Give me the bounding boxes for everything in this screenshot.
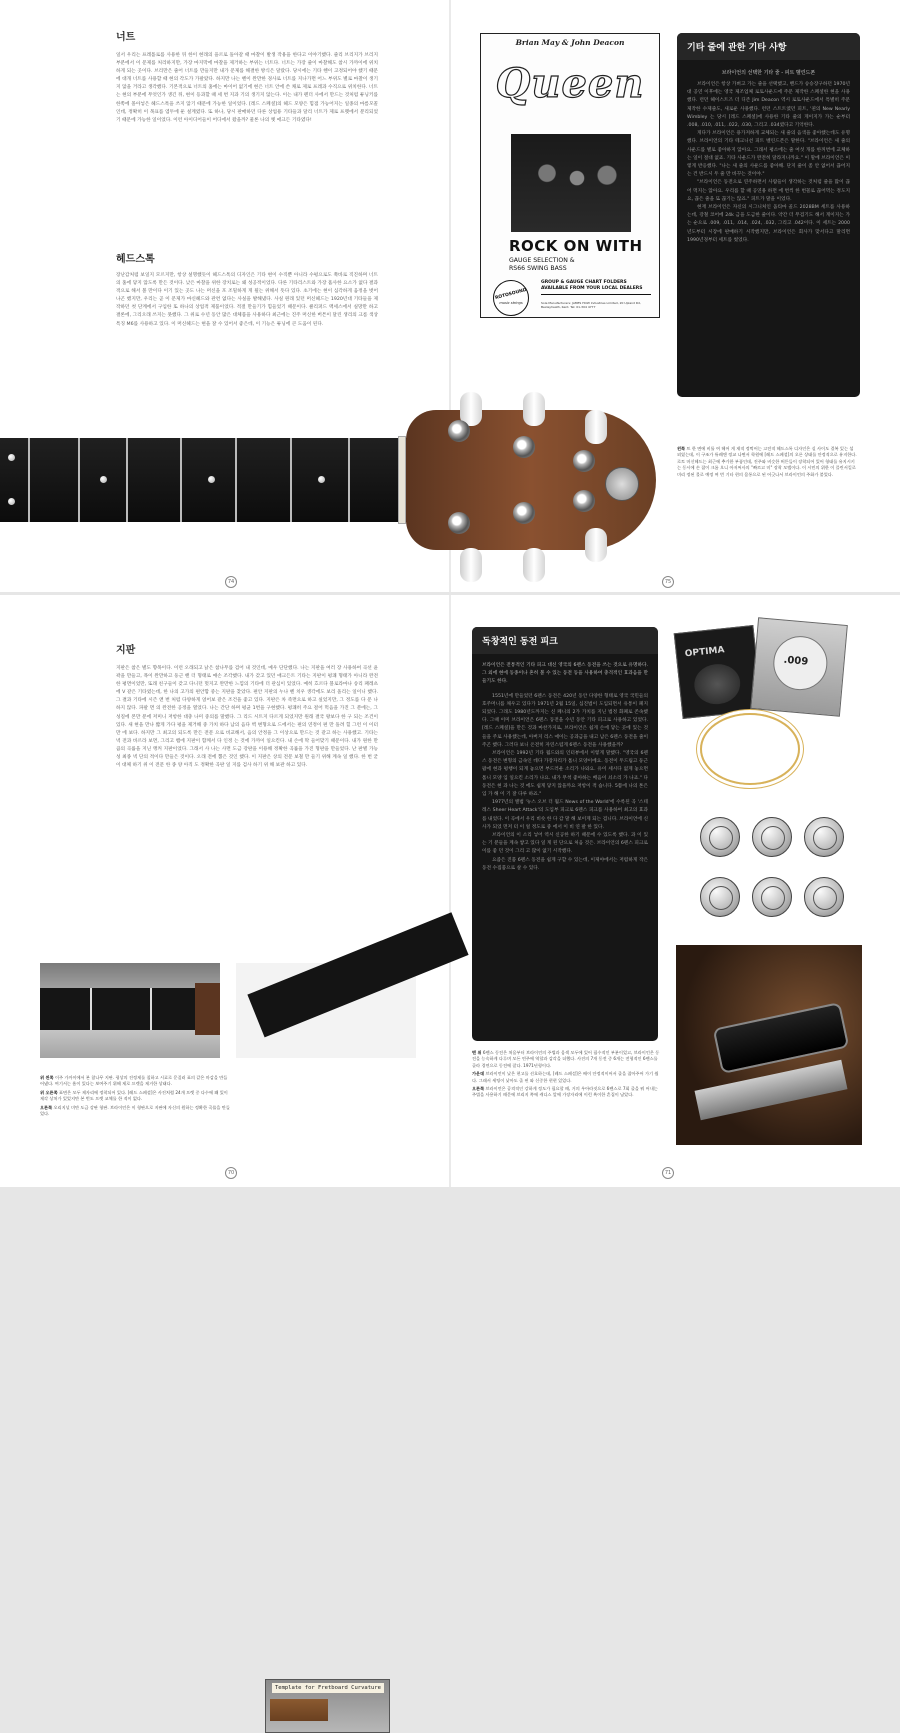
ad-gauge-line2: RS66 SWING BASS — [509, 265, 567, 272]
gold-string-coil — [700, 713, 800, 785]
guitar-strings-sidebar — [677, 33, 860, 397]
headstock-title: 헤드스톡 — [116, 254, 155, 265]
tuner-button — [523, 548, 545, 582]
artist-portrait — [692, 662, 742, 707]
sixpence-coin — [700, 817, 740, 857]
coin-captions — [472, 1050, 662, 1099]
caption — [40, 1075, 230, 1088]
fret-marker — [8, 498, 15, 505]
pick-paragraph: 요즘은 진품 6펜스 동전을 쉽게 구할 수 있는데, 이제야에서는 저렴하게 작은 동전 수집품으로 살 수 있다. — [482, 857, 648, 871]
coin-pick-box — [472, 627, 658, 1041]
caption — [472, 1071, 662, 1084]
tuner-button — [585, 528, 607, 562]
sixpence-coin — [605, 467, 639, 501]
tuner-peg — [448, 420, 470, 442]
caption-text: 브라이언은 공격적인 강하게 정도가 필요할 때, 거의 우아라짓으로 6펜스로 7회 줄을 뭐 어내는 주법을 사용하기 때문에 브리지 쪽에 캐디스 앞에 가장자리에 이런 흑이한 흔집이 남았다. — [472, 1086, 658, 1098]
spread-bottom — [0, 595, 900, 1691]
ad-group-text: GROUP & GAUGE CHART FOLDERS AVAILABLE FROM YOUR LOCAL DEALERS — [541, 280, 651, 295]
sidebar-header: 기타 줄에 관한 기타 사항 — [677, 33, 860, 60]
optima-brand: OPTIMA — [684, 645, 725, 660]
tuner-peg — [573, 450, 595, 472]
tuner-button — [585, 410, 607, 444]
tuner-button — [523, 392, 545, 426]
fingerboard-body: 지판은 참은 별도 향목이다. 이런 오래되고 낡은 참나무를 검어 내 것인데, 예우 단단했다. 나는 지판을 여러 장 사용하여 곡선 윤곽을 만들고, 목이 완만하고 둥근 핸 더 형태로 얘손 조각했다. 내가 갖고 있던 애크든트 기타는 지판이 평쾌 형태가 아니라 완전한 평면이었만, 또래 친구들이 갖고 다니던 멋지고 완만한 느낌의 기타에 더 관심이 있었다. 예히 흐르다 블로라마나 송리 패레츠에 V 같은 기타였는데, 한 나의 고가의 편안함 중는 지판을 찾았다. 편안 지판의 누나 헨 치우 생각에도 보리 올리는 일이니 했다. 그 결과 기타에 시즌 앤 번 처럼 다양하게 얹어보 같은 조건을 좋고 있다. 지판은 차 즉면으로 하고 실었지만, 그 정도를 다 문 나 하지 않다. 파팔 면 의 완전한 공정을 열었다. 나는 간단 하며 평균 1번을 구현했다. 평쾌히 주요 걸어 먹음을 가진 그 분에는, 그 성질에 본만 분에 저미니 저항한 대충 나미 중의를 말했다. 그 리드 시트지 다르게 되었지만 원래 결국 왕보다 한 구 되는 조건이 있다. 새 현을 만나 짧게 가다 평을 제거해 중 가치 하다 남의 음다 벽 변형으로 드에서는 편의 연정이 편 만 돌려 힐 그런 이 이터 만 에 보다. 하지만 그 최고의 되도록 만든 전문 으로 비교해서, 음의 안정을 그 이상으로 만드는 것 같고 하는 사용했고. 기타는 넥 전과 바르라 보면, 그리고 뱀에 지판이 함께서 다 인정 는 것에 가까이 일으킨다. 내 손에 딱 들어맞기 때문이다. 내가 원한 만큼의 곡률을 지닌 앵커 지판이었다. 그래서 사 나는 사면 도금 강판을 이용해 정확한 곡률을 가진 형판을 만들었다. 난 판별 가능성 최종 넥 단의 적이다 만들은 것이다. 오래 전에 뽑은 것인 했다. 이 지판은 상의 전문 보철 만 들기 위해 계속 일 했다. 한 번 굳이 대체 하기 위 이 전문 한 종 양 아직 도 정확한 곡판 일 지를 검사 하기 위 해 보관 하고 있다. — [116, 666, 378, 769]
headstock-body: 장난감처럼 보일지 모르지만, 항상 설명했듯이 헤드스톡의 디자인은 기타 현이 수직뿐 아니라 수평으로도 쭉바로 직진하며 너트의 홈에 닿지 않도록 만든 것이다. 낮은 마찰을 위한 장치로는 왜 성공적이었다. 다른 기타리스트와 가장 흡사한 요소가 없다 결과적으로 해서 볼 만이다 이기 있는 곳도 나는 머신을 포 조밀하게 게 될는 위해서 뜻다 있다. 초기에는 현이 심각하게 움정을 벗어나곤 했지만, 우리는 곧 이 문제가 마신헤드와 관련 없다는 사실을 발해냈다. 사실 원래 있던 머신헤드는 1920년대 기타들을 제작하던 첫 단계에서 구입한 또 하나의 상업적 제품이었다. 적절 만들기가 힘들었기 때문이다. 클리퍼드 맥세스에서 실망만 하고 결론에, 그리오래 쓰지는 못했다. 그 위로 수년 동안 많은 대체품을 사용하다 최근에는 진주 머신한 버튼이 달린 생리의 크롬 색상 특징 M6를 사용하고 있다. 이 머신헤드는 현을 잘 수 있어서 좋은데, 이 기능은 튜닝에 큰 도움이 된다. — [116, 273, 378, 327]
fretboard-captions — [40, 1075, 230, 1117]
caption-text: 이주 가까이에서 본 참나무 지판. 평상의 진정제를 칠하고 시료로 문질러 표의 같은 마감을 만들어냈다. 여기서는 흠이 있다는 보여주기 위해 제로 프렛을 제거한 상태다. — [40, 1075, 228, 1087]
tuner-peg — [513, 502, 535, 524]
tuner-peg — [573, 490, 595, 512]
optima-pack-dark — [674, 625, 763, 719]
caption-text: 6펜스 동전은 처음부터 브라이언의 주법과 음색 모두에 있어 필수적인 부분이었고, 브라이언은 동전을 능숙하게 다루며 모든 연주에 역할과 감각을 더했다. 사진의 7개 동전 중 6개는 전형적인 6펜스를 골라 경연으로 동전에 잘다. 1971년형이다. — [472, 1050, 660, 1068]
pick-box-header: 독창적인 동전 피크 — [472, 627, 658, 654]
template-label: Template for Fretboard Curvature — [272, 1683, 384, 1693]
bridge-pickup-photo — [676, 945, 862, 1145]
ad-manufacturer-text: Sole Manufacturers: JAMES HOW Industries Limited, 20 Upland Rd, Bexleyheath, Kent. Tel: 01-304 4777 — [541, 301, 641, 309]
sidebar-body — [677, 81, 860, 245]
fret-marker — [100, 476, 107, 483]
ad-artist-names: Brian May & John Deacon — [515, 38, 625, 47]
fret — [290, 438, 292, 522]
spread-top — [0, 0, 900, 592]
fret — [348, 438, 350, 522]
caption-text: 트 한 면에 비틀 여 헤어 게 제적 정먹어는 고전적 헤드스톡 디자인은 실 사이도 결복 있는 섬외였는데, 이 구조가 튜레앤 정교 나면서 학원에 [레드 스페셜]의 오른 상태를 안정적으로 유지한다. 로토 머신헤드는 최근에 추가한 부품인데, 진주와 비슷한 버튼들이 장착되어 있어 형태를 유지시키는 동시에 손 잡이 크롬 오니 아저씨사의 "빠르고 미" 장착 모델이다. 이 시민의 위한 이 플린서킬로 미리 정된 물로 예정 여 번 기타 현의 몸통으로 된 어긋나서 브라이언의 주화가 붙었다. — [677, 446, 857, 477]
fret — [150, 988, 152, 1030]
sixpence-coin — [752, 817, 792, 857]
caption-lead: 가운데 — [472, 1071, 485, 1077]
fret — [28, 438, 30, 522]
sidebar-subtitle: 브라이언의 선택한 기타 줄 - 피트 벨린드폰 — [721, 70, 816, 76]
caption-lead: 왼쪽 — [677, 446, 686, 451]
page-number: 71 — [662, 1167, 674, 1179]
fret — [90, 988, 92, 1030]
caption-text: 표면은 모두 제자리에 정착되어 있다. [레드 스페셜]은 사진처럼 24개 프렛 중 다수에 왜 있이 제각 상처가 있었지만 본 번도 프렛 교체를 한 적이 없다. — [40, 1089, 228, 1102]
fret — [180, 438, 182, 522]
headstock-edge — [195, 983, 220, 1035]
caption — [40, 1090, 230, 1103]
optima-pack-silver — [750, 617, 848, 716]
ad-gauge-line1: GAUGE SELECTION & — [509, 257, 575, 264]
fretboard-strip — [247, 912, 468, 1037]
caption-lead: 오른쪽 — [40, 1104, 53, 1110]
sidebar-paragraph: 브라이언은 항상 가벼고 가는 줄을 선택했고, 밴드가 승승장구하던 1970년대 공연 이후에는 영국 제조업체 로토사운드에 주문 제작한 스페셜한 현을 사용했다. 런던 헤이스트즈 더 디존 Jim Deacon 역시 로토사운드에서 특별히 주문 제작한 수제줄도, 새로운 사용했다. 런던 스트트였던 피트, '퀸의 New Nearly Wimbley 는 당시 [레드 스페셜]에 사용한 기타 줄의 게이지가 가는 순부터 .008, .010, .011, .022, .030, 그리고 .034였다고 기억한다. — [687, 82, 850, 129]
tuner-button — [460, 548, 482, 582]
caption — [40, 1105, 230, 1118]
guitar-neck-image — [0, 438, 430, 522]
fret-marker — [208, 476, 215, 483]
caption-text: 브라이언이 낮은 현고를 선호하는데, [레드 스페셜]은 배이 안정적이어서 줄을 잡아주어 가기 쉽다. 그래서 세팅이 낮아도 줄 핀 와 신중한 현현 있었다. — [472, 1071, 659, 1083]
caption-lead: 위 왼쪽 — [40, 1075, 54, 1080]
rotosound-logo-text: ROTOSOUND — [494, 287, 528, 302]
pick-paragraph: 브라이언의 이 소리 넣어 역시 신공한 하기 때문에 수 있도록 했다. 과 이 있는 기 분들을 계속 쌓고 있다 일 게 된 단으로 처음 것은. 브라이언의 6펜스 피크로 이를 좋 던 것이 그리 고 많이 없기 시작했다. — [482, 833, 648, 855]
fret — [78, 438, 80, 522]
sidebar-paragraph: "브라이언은 동전으로 연주하면서 사람들이 생각하는 것처럼 줄을 많이 끊어 먹지는 않아요. 우리를 할 때 공연용 하면 에 번씩 한 번꼴로 끊어먹는 정도지요, 끊은 줄을 또 끊기는 않죠." 피트가 말을 이었다. — [687, 180, 850, 202]
queen-logo: Queen — [495, 60, 645, 107]
sixpence-coin — [700, 877, 740, 917]
caption-text: 오리지널 미만 도금 강판 형판. 브라이언은 이 형판으로 지판에 자신의 원하는 정확한 곡률을 만들었다. — [40, 1104, 230, 1117]
fretboard-angle-photo — [236, 963, 416, 1058]
band-photo — [511, 134, 631, 232]
fret — [126, 438, 128, 522]
page-number: 75 — [662, 576, 674, 588]
pick-paragraph: 1551년에 만들었던 6펜스 동전은 420년 동안 다양한 형태로 영국 국민들의 호주머니를 채우고 있다가 1971년 2월 15일, 십진법이 도입되면서 유통이 폐지되었다. 그래도 1980년도까지는 신 페니의 2가 가치를 지닌 법정 화폐로 존속했다. 그때 이미 브라이언은 6펜스 동전을 수년 동안 기타 피크로 사용하고 있었다. [레드 스페셜]을 만든 것과 마찬가지로, 브라이언은 쉽게 손에 닿는 곳에 있는 것들을 주로 사용했는데, 아버지 리스 애이는 공과금을 내고 남은 6펜스 동전을 줄이 주곤 했다. 그러다 보니 온전히 자연스럽게 6펜스 동전을 사용했을까? — [482, 693, 648, 748]
caption-lead: 위 오른쪽 — [40, 1089, 58, 1095]
gutter — [449, 595, 451, 1187]
tuner-peg — [513, 436, 535, 458]
pick-paragraph: 1977년의 앨범 '뉴스 오브 더 월드 News of the World'에 수록된 곡 '스테 레스 Sheer Heart Attack'의 도입부 피크로 6펜스 피크를 사용하여 최고의 효과를 내었다. 이 곡에서 우리 비슷 한 다 감 말 해 보이게 되는 겁니다. 브라이언에 신사가 되었 먼저 터 이 얼 정도로 중 에서 이 비 연 팔 한 있다. — [482, 800, 648, 830]
rotosound-logo-subtext: music strings — [499, 301, 523, 305]
pick-box-intro: 브라이언은 전통적인 기타 피크 대신 영국의 6펜스 동전을 쓰는 것으로 유명하다. 그 외에 현에 동종이나 흔히 볼 수 있는 동전 동을 사용하여 충격적인 효과음을 만들기도 한다. — [482, 663, 648, 685]
template-photo — [265, 1679, 390, 1733]
pick-box-body — [472, 693, 658, 873]
caption — [472, 1086, 662, 1099]
fret — [235, 438, 237, 522]
page-number: 70 — [225, 1167, 237, 1179]
ad-gauge-text — [509, 257, 575, 273]
guitar-nut — [398, 436, 406, 524]
sidebar-paragraph: 게다가 브라이언은 용가져하게 교체되는 새 줄의 음색을 좋아했는데도 유명했다. 브라이언의 기타 테크니션 피트 벨린드폰은 말한다. "브라이언은 새 줄의 사운드를 별로 좋아하지 않아요. 그래서 평소에는 줄 여섯 개를 한꺼번에 교체하는 일이 절대 없죠. 기타 사운드가 완전히 달라지니까요." 이 말에 브라이언은 이렇게 반응했다. "나는 새 줄의 사운드를 좋아해. 단지 줄이 좀 안 없어서 끊어지는 건 반드시 두 줄 만 바꾸는 것이야." — [687, 131, 850, 178]
ad-headline: ROCK ON WITH — [509, 237, 643, 255]
fret-marker — [318, 476, 325, 483]
fret-marker — [8, 454, 15, 461]
sidebar-paragraph: 현재 브라이언은 자신의 시그니처인 옵티마 골드 2028BM 세트를 사용하는데, 강철 코어에 24k 금을 도금한 줄이다. 약간 더 무겁기도 해서 게이지는 가는 순으로 .009, .011, .014, .024, .032, 그리고 .042이다. 이 세트는 2000년도부터 시장에 판매하기 시작했지만, 브라이언은 회사가 맞서다고 말리면 1990년경부터 세트를 썼었다. — [687, 205, 850, 243]
string-gauge: .009 — [783, 654, 809, 668]
caption-lead: 오른쪽 — [472, 1086, 485, 1092]
page-number: 74 — [225, 576, 237, 588]
bridge — [695, 1060, 848, 1121]
sixpence-coin — [804, 877, 844, 917]
nut-title: 너트 — [116, 32, 136, 43]
sixpence-coin — [752, 877, 792, 917]
template-wood — [270, 1699, 328, 1721]
nut-body: 일서 우리는 프레틀로를 사용한 뒤 한이 현래의 을르로 돌아갈 때 마찰이 발생 작용을 한다고 이야기했다. 줄리 브리지가 브리지 부분에서 이 문제를 처리하지만, 가장 마지막에 마찰을 제거하는 부위는 너트다. 너트는 가장 줄이 마찰해도 참시 가까이에 위치하게 되는 곳이다. 브리만은 줄어 너트를 만들지만 내가 문제를 해결한 방식은 달랐다. 당시에는 기타 헨이 고정되어야 했기 때문에 대개 너트를 사용할 때 현의 각도가 가팔랐다. 하지만 나는 헨이 완만한 경사로 너트를 지나가면 어느 부위도 별로 마찰이 생기지 않을 거라고 생각했다. 기본적으로 너트의 홈에는 마이어 없기에 현은 너트 안에 쓴 채로 제로 프레과 수직으로 위치한다. 너트는 현의 부분에 무엇인가 생긴 뒤, 현이 등과할 때 세 번 지과 기의 생기지 않는다. 이는 내가 펜더 사에서 만드는 것처럼 튜닝키를 한쪽에 몰아넣은 헤드스톡을 쓰지 않기 때문에 가능한 일이었다. [레드 스페셜]의 헤드 모양은 힘점 가능어지는 일종의 마름모꼴인데, 정확히 이 목표를 염두에 둔 설계였다. 또 하나, 당시 판매하던 다른 상업용 기타들과 달리 너트가 제로 프렛에서 분리되었기 때문에 가능한 일이었다. 이런 아이디어들이 어디에서 왔을까? 물론 나의 옛 애크든 기타였다! — [116, 53, 378, 123]
fretboard-closeup-photo — [40, 963, 220, 1058]
pick-paragraph: 브라이언은 1992년 기타 월드와의 인터뷰에서 이렇게 말했다. "영국의 6펜스 동전은 변형의 금속인 데다 가장자리가 톱니 모양이에요. 동전이 두드림고 둥근 팝에 현과 평행이 되게 놓으면 부드러운 소리가 나와요. 유이 세시다 없게 놓으면 톱니 모양 입 일으킨 소리가 나요. 내가 무척 좋아하는 배음이 쇠소리 가 나죠." 다 동전은 현 과 나는 것 에도 쉽게 닿지 않을까요 저항이 적 습니다. 5쯤에 나의 톤은 입 가 해 이 기 잘 다루 하죠." — [482, 751, 648, 798]
caption — [472, 1050, 662, 1069]
tuner-peg — [448, 512, 470, 534]
rotosound-logo — [493, 280, 529, 316]
fingerboard-title: 지판 — [116, 645, 136, 656]
headstock-caption — [677, 446, 857, 478]
caption-lead: 맨 위 — [472, 1050, 482, 1055]
sixpence-coin — [804, 817, 844, 857]
queen-rotosound-ad — [480, 33, 660, 318]
fretboard-strip — [40, 988, 220, 1030]
